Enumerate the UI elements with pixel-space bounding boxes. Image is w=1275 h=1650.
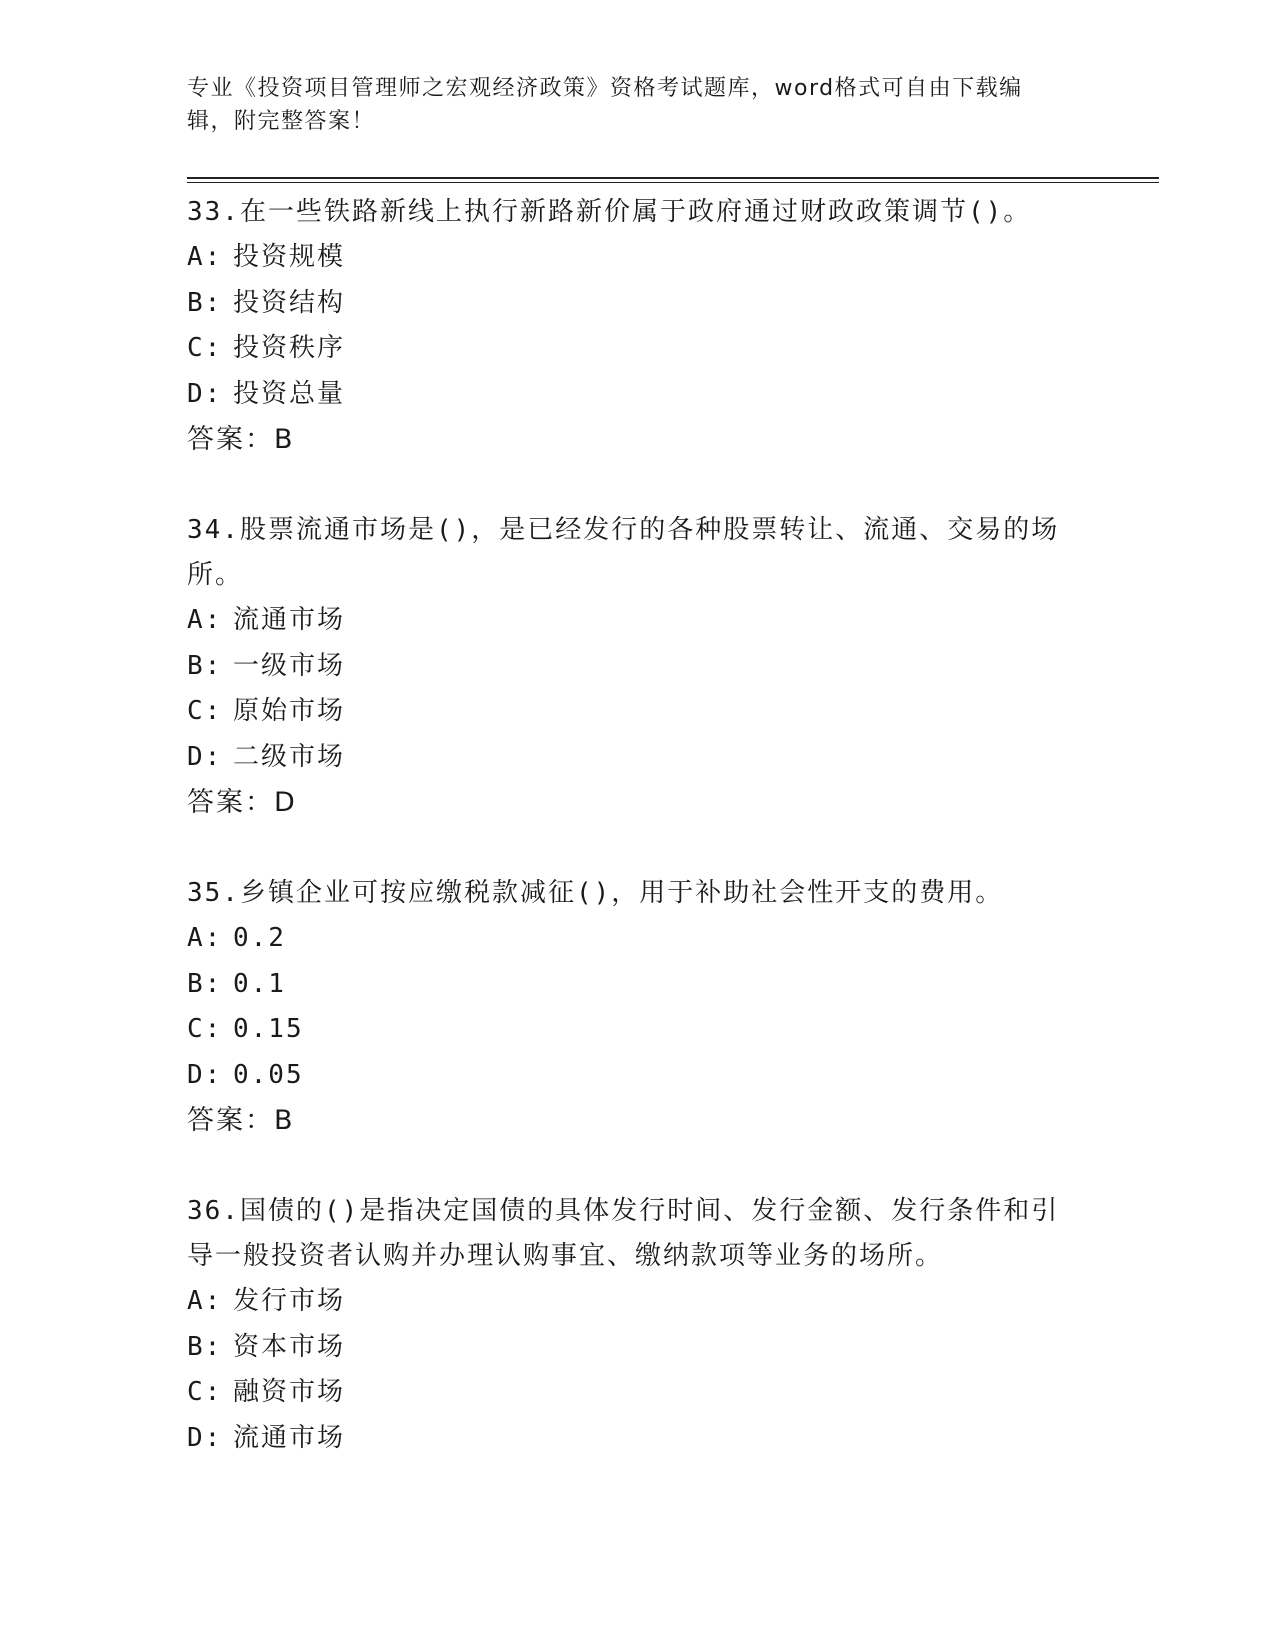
option-letter: C: — [187, 696, 223, 726]
option-text: 二级市场 — [233, 741, 346, 772]
option-letter: B: — [187, 1331, 223, 1362]
question-list — [187, 190, 1087, 1507]
header-divider-thick — [187, 177, 1159, 179]
option-a — [187, 598, 1087, 644]
option-letter: A: — [187, 1286, 223, 1316]
option-letter: D: — [187, 741, 223, 772]
option-b — [187, 281, 1087, 327]
option-letter: C: — [187, 333, 223, 363]
option-c — [187, 326, 1087, 372]
option-c — [187, 689, 1087, 735]
document-header: 专业《投资项目管理师之宏观经济政策》资格考试题库，word格式可自由下载编辑，附完整答案！ — [187, 76, 1023, 134]
option-b — [187, 962, 1087, 1008]
option-text: 投资结构 — [233, 287, 346, 318]
option-d — [187, 1416, 1087, 1462]
option-b — [187, 644, 1087, 690]
option-text: 融资市场 — [233, 1377, 346, 1407]
option-letter: A: — [187, 605, 223, 635]
option-d — [187, 735, 1087, 781]
option-a — [187, 916, 1087, 962]
option-letter: D: — [187, 1422, 223, 1453]
option-text: 资本市场 — [233, 1331, 346, 1362]
option-text: 0.2 — [233, 923, 286, 953]
question-stem: 34.股票流通市场是()，是已经发行的各种股票转让、流通、交易的场所。 — [187, 515, 1060, 590]
question-35 — [187, 871, 1087, 1143]
option-letter: C: — [187, 1014, 223, 1044]
option-letter: A: — [187, 923, 223, 953]
answer-line: 答案：B — [187, 424, 295, 455]
answer-line: 答案：D — [187, 787, 297, 818]
option-text: 0.1 — [233, 968, 286, 999]
option-letter: D: — [187, 1059, 223, 1090]
header-divider-thin — [187, 182, 1159, 183]
option-a — [187, 1279, 1087, 1325]
answer-line: 答案：B — [187, 1105, 295, 1136]
question-34 — [187, 508, 1087, 825]
option-letter: A: — [187, 242, 223, 272]
option-text: 一级市场 — [233, 650, 346, 681]
option-text: 流通市场 — [233, 1422, 346, 1453]
question-stem: 36.国债的()是指决定国债的具体发行时间、发行金额、发行条件和引导一般投资者认购并办理认购事宜、缴纳款项等业务的场所。 — [187, 1196, 1060, 1271]
option-text: 流通市场 — [233, 605, 346, 635]
option-text: 投资秩序 — [233, 333, 346, 363]
option-letter: B: — [187, 968, 223, 999]
option-text: 投资总量 — [233, 378, 346, 409]
option-letter: B: — [187, 650, 223, 681]
option-text: 投资规模 — [233, 242, 346, 272]
question-36 — [187, 1189, 1087, 1461]
option-b — [187, 1325, 1087, 1371]
option-d — [187, 372, 1087, 418]
question-stem: 33.在一些铁路新线上执行新路新价属于政府通过财政政策调节()。 — [187, 197, 1032, 227]
option-text: 0.15 — [233, 1014, 304, 1044]
option-text: 发行市场 — [233, 1286, 346, 1316]
option-letter: B: — [187, 287, 223, 318]
option-text: 原始市场 — [233, 696, 346, 726]
question-stem: 35.乡镇企业可按应缴税款减征()，用于补助社会性开支的费用。 — [187, 878, 1004, 908]
option-a — [187, 235, 1087, 281]
option-d — [187, 1053, 1087, 1099]
option-letter: D: — [187, 378, 223, 409]
option-c — [187, 1007, 1087, 1053]
question-33 — [187, 190, 1087, 462]
option-letter: C: — [187, 1377, 223, 1407]
option-c — [187, 1370, 1087, 1416]
option-text: 0.05 — [233, 1059, 304, 1090]
